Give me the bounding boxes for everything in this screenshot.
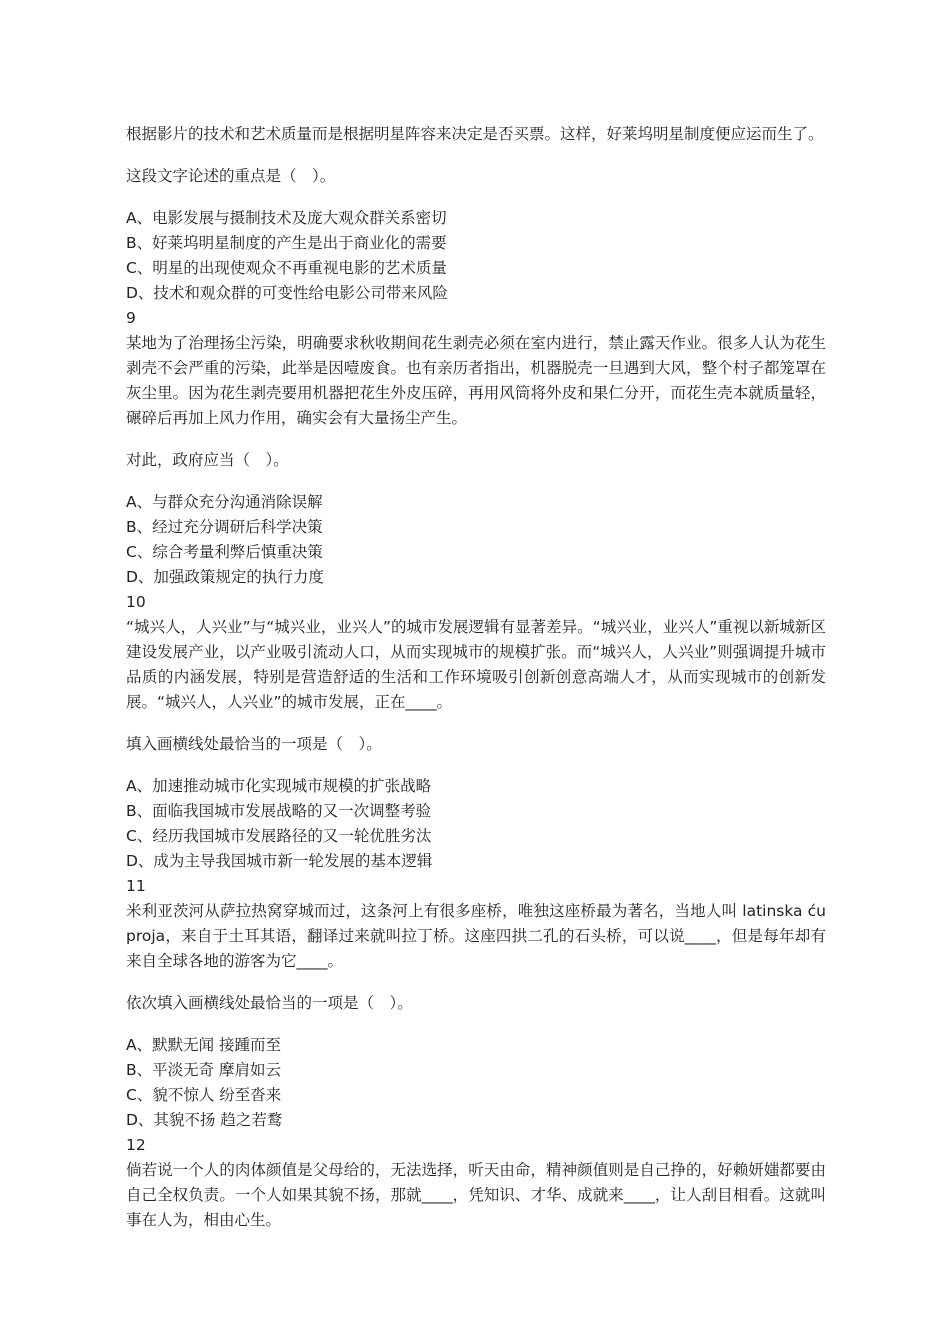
q10-number: 10 [126, 593, 146, 611]
q9-option-b: B、经过充分调研后科学决策 [126, 518, 323, 536]
q8-option-a: A、电影发展与摄制技术及庞大观众群关系密切 [126, 209, 447, 227]
q10-option-b: B、面临我国城市发展战略的又一次调整考验 [126, 802, 432, 820]
q10-passage: “城兴人，人兴业”与“城兴业，业兴人”的城市发展逻辑有显著差异。“城兴业，业兴人”重视以新城新区建设发展产业，以产业吸引流动人口，从而实现城市的规模扩张。而“城兴人，人兴业”则强调提升城市品质的内涵发展，特别是营造舒适的生活和工作环境吸引创新创意高端人才，从而实现城市的创新发展。“城兴人，人兴业”的城市发展，正在____。 [126, 618, 826, 711]
q8-stem: 这段文字论述的重点是（ ）。 [126, 167, 336, 185]
q11-passage: 米利亚茨河从萨拉热窝穿城而过，这条河上有很多座桥，唯独这座桥最为著名，当地人叫 latinska ćuproja，来自于土耳其语，翻译过来就叫拉丁桥。这座四拱二孔的石头桥，可以说____，但是每年却有来自全球各地的游客为它____。 [126, 902, 826, 970]
q8-option-b: B、好莱坞明星制度的产生是出于商业化的需要 [126, 234, 447, 252]
q10-option-d: D、成为主导我国城市新一轮发展的基本逻辑 [126, 852, 433, 870]
q9-option-d: D、加强政策规定的执行力度 [126, 568, 324, 586]
q11-option-d: D、其貌不扬 趋之若鹜 [126, 1111, 283, 1129]
q10-stem: 填入画横线处最恰当的一项是（ ）。 [126, 735, 382, 753]
q12-number: 12 [126, 1136, 146, 1154]
q9-stem: 对此，政府应当（ ）。 [126, 451, 289, 469]
q11-number: 11 [126, 877, 146, 895]
q10-option-a: A、加速推动城市化实现城市规模的扩张战略 [126, 777, 432, 795]
q9-number: 9 [126, 309, 136, 327]
q9-option-c: C、综合考量利弊后慎重决策 [126, 543, 323, 561]
q11-option-c: C、貌不惊人 纷至沓来 [126, 1086, 282, 1104]
document-page [126, 122, 826, 1233]
q9-option-a: A、与群众充分沟通消除误解 [126, 493, 323, 511]
q11-option-a: A、默默无闻 接踵而至 [126, 1036, 282, 1054]
q11-stem: 依次填入画横线处最恰当的一项是（ ）。 [126, 994, 413, 1012]
q9-passage: 某地为了治理扬尘污染，明确要求秋收期间花生剥壳必须在室内进行，禁止露天作业。很多人认为花生剥壳不会严重的污染，此举是因噎废食。也有亲历者指出，机器脱壳一旦遇到大风，整个村子都笼罩在灰尘里。因为花生剥壳要用机器把花生外皮压碎，再用风筒将外皮和果仁分开，而花生壳本就质量轻，碾碎后再加上风力作用，确实会有大量扬尘产生。 [126, 334, 826, 427]
q8-passage-tail: 根据影片的技术和艺术质量而是根据明星阵容来决定是否买票。这样，好莱坞明星制度便应运而生了。 [126, 125, 824, 143]
q10-option-c: C、经历我国城市发展路径的又一轮优胜劣汰 [126, 827, 432, 845]
q8-option-c: C、明星的出现使观众不再重视电影的艺术质量 [126, 259, 447, 277]
q12-passage: 倘若说一个人的肉体颜值是父母给的，无法选择，听天由命，精神颜值则是自己挣的，好赖妍媸都要由自己全权负责。一个人如果其貌不扬，那就____，凭知识、才华、成就来____，让人刮目相看。这就叫事在人为，相由心生。 [126, 1161, 826, 1229]
q11-option-b: B、平淡无奇 摩肩如云 [126, 1061, 282, 1079]
q8-option-d: D、技术和观众群的可变性给电影公司带来风险 [126, 284, 448, 302]
